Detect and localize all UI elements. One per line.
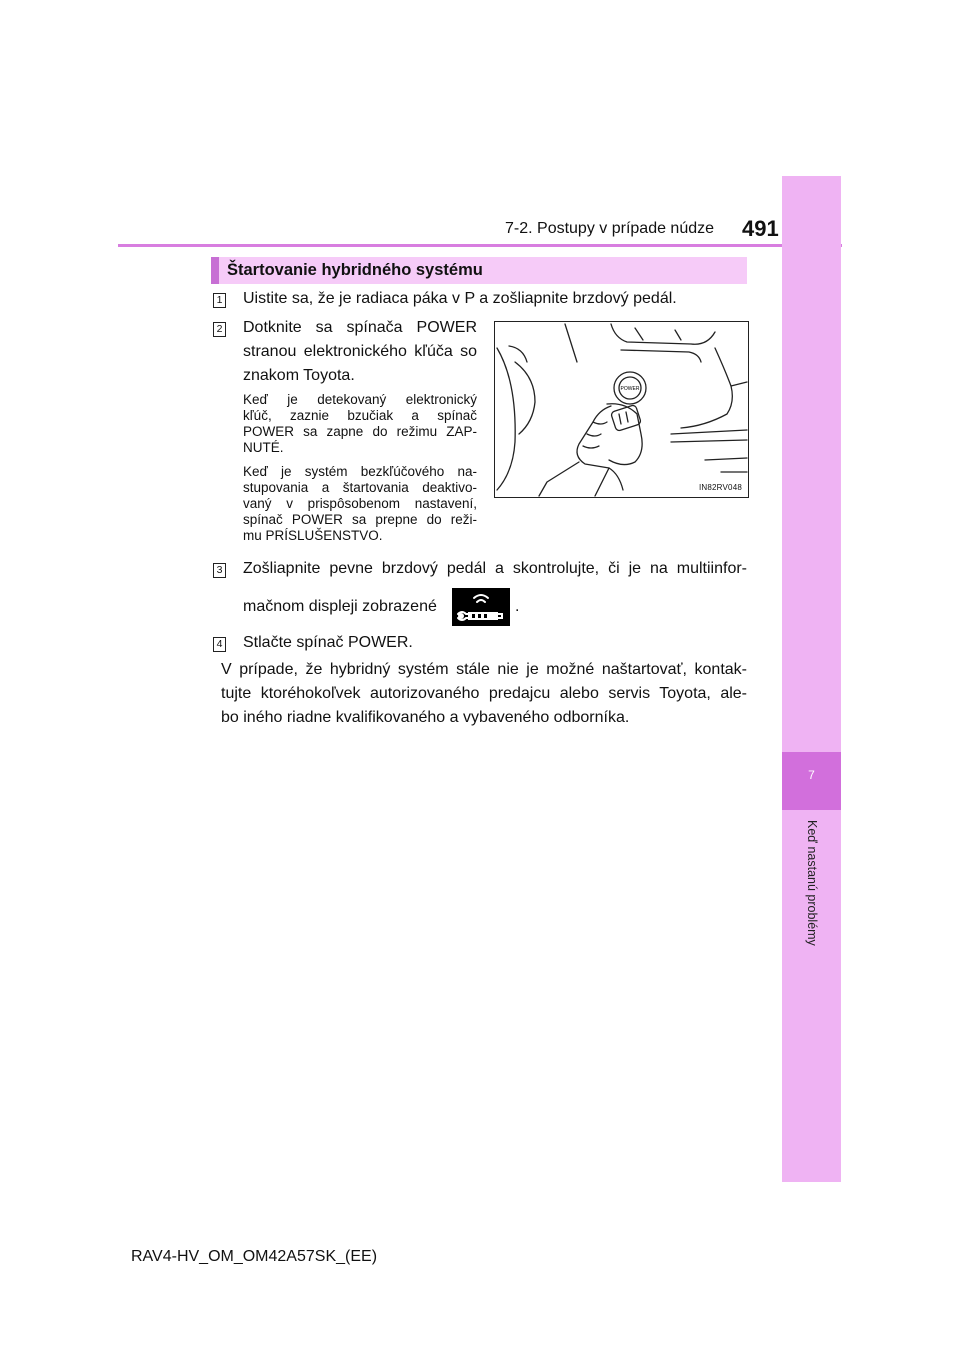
step-2-note-2-line-5: mu PRÍSLUŠENSTVO. bbox=[243, 528, 383, 543]
step-2-note-2-line-3: vaný v prispôsobenom nastavení, bbox=[243, 496, 477, 511]
step-3-line-2: mačnom displeji zobrazené bbox=[243, 598, 437, 615]
step-marker-4: 4 bbox=[213, 637, 226, 652]
section-title: 7-2. Postupy v prípade núdze bbox=[505, 220, 715, 237]
step-marker-3: 3 bbox=[213, 563, 226, 578]
step-2-note-1-line-3: POWER sa zapne do režimu ZAP- bbox=[243, 424, 477, 439]
step-4-text: Stlačte spínač POWER. bbox=[243, 634, 413, 651]
hand-with-key-drawing bbox=[495, 322, 748, 497]
step-2-line-3: znakom Toyota. bbox=[243, 367, 355, 384]
paragraph-line-2: tujte ktoréhokoľvek autorizovaného predajcu alebo servis Toyota, ale- bbox=[221, 685, 747, 702]
step-3-line-2-end: . bbox=[515, 598, 520, 615]
step-2-line-1: Dotknite sa spínača POWER bbox=[243, 319, 477, 336]
illustration-code: IN82RV048 bbox=[698, 483, 742, 492]
step-1-text: Uistite sa, že je radiaca páka v P a zošliapnite brzdový pedál. bbox=[243, 290, 677, 307]
document-code-footer: RAV4-HV_OM_OM42A57SK_(EE) bbox=[131, 1248, 378, 1265]
power-switch-illustration bbox=[494, 321, 749, 498]
step-marker-1: 1 bbox=[213, 293, 226, 308]
step-2-note-1-line-2: kľúč, zaznie bzučiak a spínač bbox=[243, 408, 477, 423]
step-2-note-2-line-2: stupovania a štartovania deaktivo- bbox=[243, 480, 477, 495]
key-indicator-symbol bbox=[452, 588, 510, 626]
step-2-note-1-line-1: Keď je detekovaný elektronický bbox=[243, 392, 477, 407]
step-2-note-1-line-4: NUTÉ. bbox=[243, 440, 284, 455]
page-number: 491 bbox=[742, 216, 779, 241]
step-3-line-1: Zošliapnite pevne brzdový pedál a skontrolujte, či je na multiinfor- bbox=[243, 560, 747, 577]
chapter-side-tab bbox=[782, 176, 841, 1182]
step-2-note-2-line-1: Keď je systém bezkľúčového na- bbox=[243, 464, 477, 479]
paragraph-line-1: V prípade, že hybridný systém stále nie je možné naštartovať, kontak- bbox=[221, 661, 747, 678]
power-button-label: POWER bbox=[620, 386, 640, 392]
chapter-number: 7 bbox=[808, 768, 815, 782]
section-heading: Štartovanie hybridného systému bbox=[211, 257, 747, 284]
step-2-line-2: stranou elektronického kľúča so bbox=[243, 343, 477, 360]
paragraph-line-3: bo iného riadne kvalifikovaného a vybaveného odborníka. bbox=[221, 709, 630, 726]
chapter-label-text: Keď nastanú problémy bbox=[805, 820, 819, 946]
header-divider bbox=[118, 244, 842, 247]
step-2-note-2-line-4: spínač POWER sa prepne do reži- bbox=[243, 512, 477, 527]
key-indicator-icon bbox=[452, 588, 510, 626]
step-marker-2: 2 bbox=[213, 322, 226, 337]
